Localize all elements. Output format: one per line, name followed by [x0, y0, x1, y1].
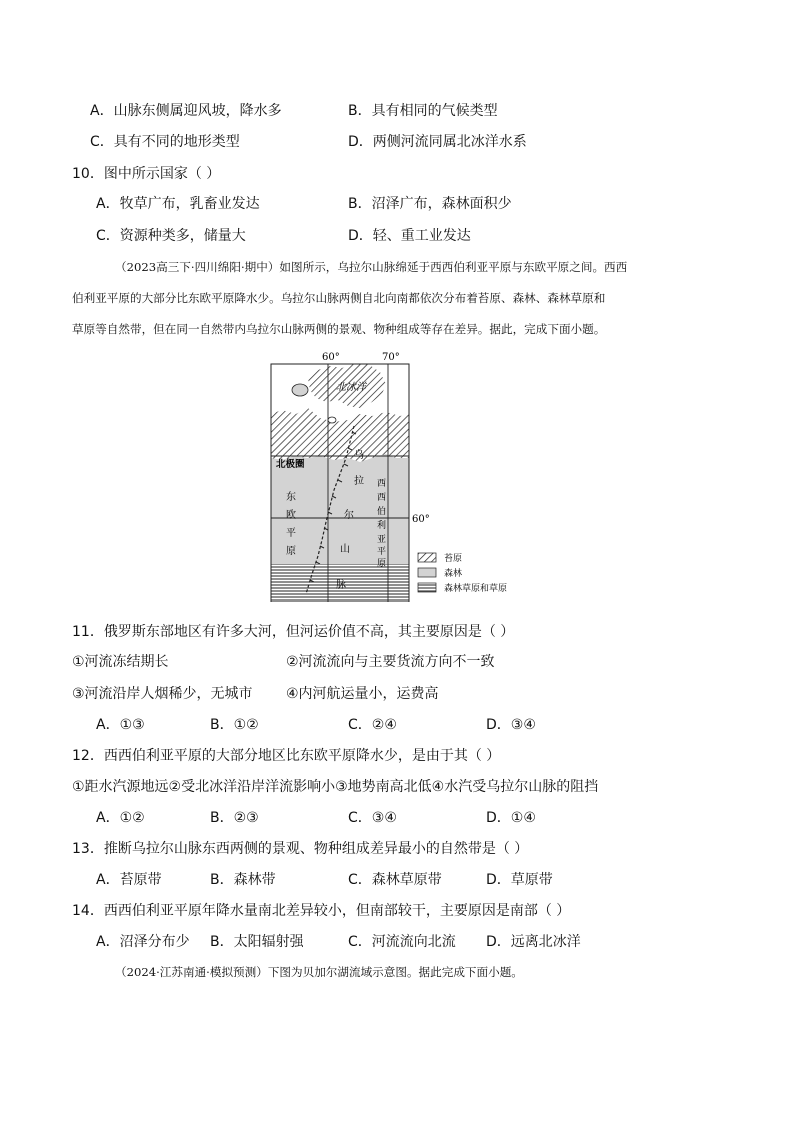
east-europe-char-3: 平	[286, 528, 296, 539]
intro-1-line-1: （2023高三下·四川绵阳·期中）如图所示，乌拉尔山脉绵延于西西伯利亚平原与东欧平原之间。西西	[115, 260, 628, 274]
q13-option-b: B．森林带	[210, 872, 276, 888]
q12-option-c: C．③④	[348, 810, 397, 826]
q9-option-a: A．山脉东侧属迎风坡，降水多	[90, 103, 282, 119]
q11-statement-2: ②河流流向与主要货流方向不一致	[286, 654, 495, 670]
east-europe-char-2: 欧	[286, 510, 296, 521]
ural-char-1: 乌	[354, 450, 364, 461]
arctic-ocean-label: 北冰洋	[336, 382, 366, 393]
legend-tundra-swatch	[418, 553, 436, 562]
arctic-circle-label: 北极圈	[276, 459, 305, 470]
q10-option-d: D．轻、重工业发达	[348, 228, 471, 244]
q10-stem: 10．图中所示国家（ ）	[72, 166, 221, 182]
ural-char-4: 山	[340, 544, 350, 555]
q14-option-b: B．太阳辐射强	[210, 934, 304, 950]
legend-tundra-label: 苔原	[444, 554, 463, 564]
ural-char-2: 拉	[354, 476, 364, 487]
q12-stem: 12．西西伯利亚平原的大部分地区比东欧平原降水少，是由于其（ ）	[72, 748, 501, 764]
q10-option-b: B．沼泽广布，森林面积少	[348, 196, 512, 212]
q11-option-b: B．①②	[210, 717, 259, 733]
island-2	[328, 417, 336, 423]
q13-option-c: C．森林草原带	[348, 872, 442, 888]
q13-option-d: D．草原带	[486, 872, 553, 888]
q9-option-b: B．具有相同的气候类型	[348, 103, 498, 119]
q12-option-d: D．①④	[486, 810, 536, 826]
q11-stem: 11．俄罗斯东部地区有许多大河，但河运价值不高，其主要原因是（ ）	[72, 624, 515, 640]
q9-option-d: D．两侧河流同属北冰洋水系	[348, 134, 527, 150]
west-siberia-char-6: 平	[377, 547, 387, 557]
ural-mountains-map	[268, 350, 528, 602]
q11-statement-3: ③河流沿岸人烟稀少，无城市	[72, 686, 253, 702]
q12-option-b: B．②③	[210, 810, 259, 826]
q13-stem: 13．推断乌拉尔山脉东西两侧的景观、物种组成差异最小的自然带是（ ）	[72, 841, 529, 857]
q10-option-c: C．资源种类多，储量大	[96, 228, 246, 244]
legend-forest-swatch	[418, 568, 436, 577]
q12-option-a: A．①②	[96, 810, 145, 826]
west-siberia-char-2: 西	[377, 493, 387, 503]
q12-statements: ①距水汽源地远②受北冰洋沿岸洋流影响小③地势南高北低④水汽受乌拉尔山脉的阻挡	[72, 779, 599, 795]
q14-option-a: A．沼泽分布少	[96, 934, 190, 950]
west-siberia-char-5: 亚	[377, 535, 387, 545]
q11-statement-4: ④内河航运量小，运费高	[286, 686, 439, 702]
q11-statement-1: ①河流冻结期长	[72, 654, 169, 670]
q11-option-c: C．②④	[348, 717, 397, 733]
q14-option-d: D．远离北冰洋	[486, 934, 581, 950]
island-1	[292, 384, 308, 396]
lon-60-label: 60°	[322, 352, 340, 363]
west-siberia-char-3: 伯	[377, 507, 387, 517]
east-europe-char-4: 原	[286, 546, 296, 557]
lat-60-label: 60°	[412, 514, 430, 525]
lon-70-label: 70°	[382, 352, 400, 363]
q14-stem: 14．西西伯利亚平原年降水量南北差异较小，但南部较干，主要原因是南部（ ）	[72, 903, 571, 919]
q9-option-c: C．具有不同的地形类型	[90, 134, 240, 150]
q11-option-d: D．③④	[486, 717, 536, 733]
east-europe-char-1: 东	[286, 492, 296, 503]
west-siberia-char-7: 原	[377, 559, 387, 569]
q11-option-a: A．①③	[96, 717, 145, 733]
q14-option-c: C．河流流向北流	[348, 934, 456, 950]
ural-char-5: 脉	[336, 580, 346, 591]
legend-steppe-label: 森林草原和草原	[444, 584, 508, 594]
intro-1-line-3: 草原等自然带，但在同一自然带内乌拉尔山脉两侧的景观、物种组成等存在差异。据此，完成下面小题。	[72, 322, 606, 336]
legend-steppe-swatch	[418, 583, 436, 592]
legend-forest-label: 森林	[444, 569, 463, 579]
intro-2: （2024·江苏南通·模拟预测）下图为贝加尔湖流域示意图。据此完成下面小题。	[115, 965, 523, 979]
ural-char-3: 尔	[344, 510, 354, 521]
intro-1-line-2: 伯利亚平原的大部分比东欧平原降水少。乌拉尔山脉两侧自北向南都依次分布着苔原、森林、森林草原和	[72, 291, 606, 305]
west-siberia-char-4: 利	[377, 521, 387, 531]
q13-option-a: A．苔原带	[96, 872, 162, 888]
q10-option-a: A．牧草广布，乳畜业发达	[96, 196, 260, 212]
west-siberia-char-1: 西	[377, 479, 387, 489]
